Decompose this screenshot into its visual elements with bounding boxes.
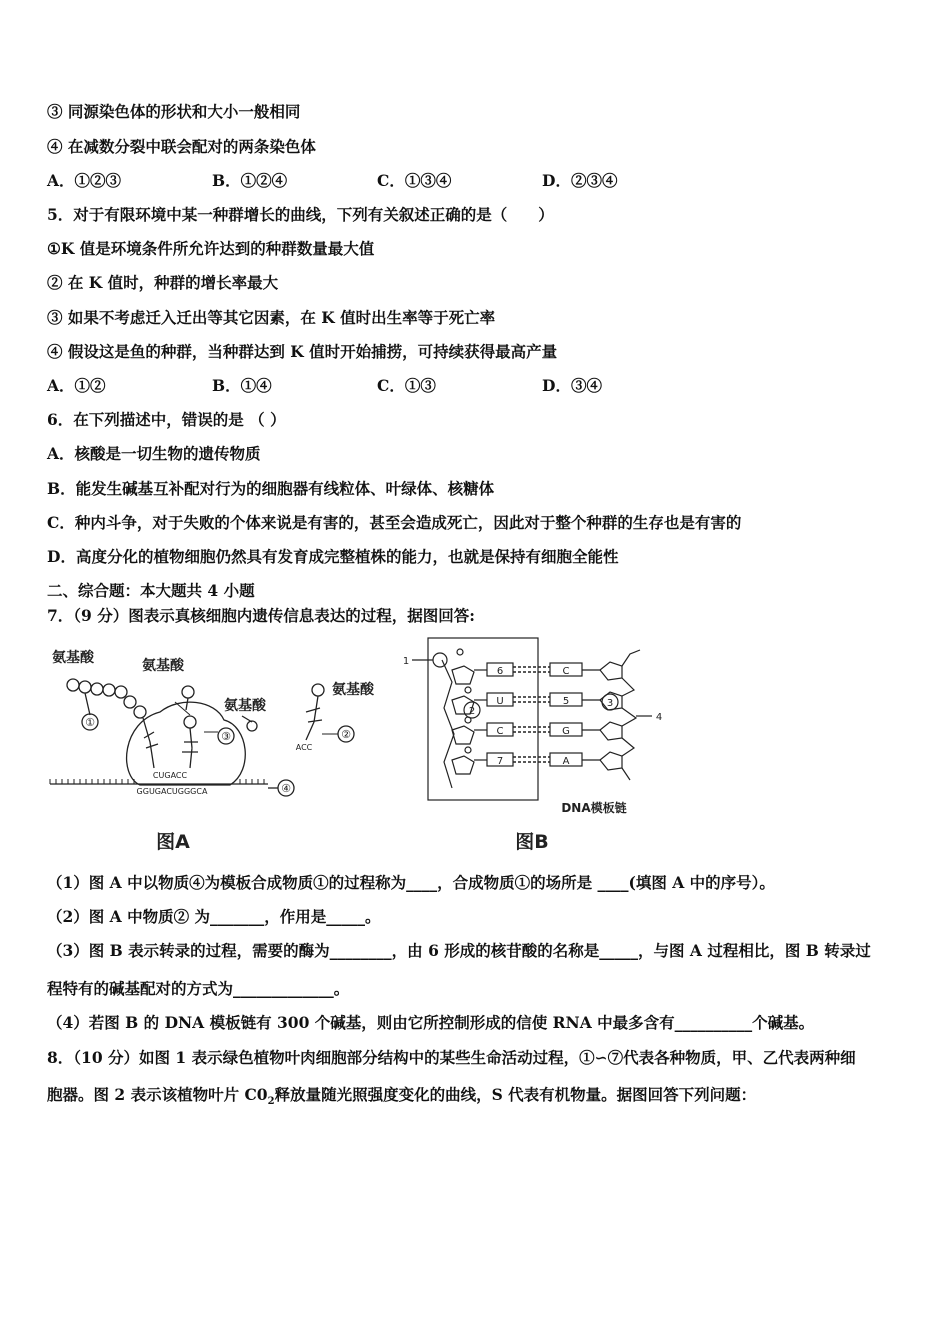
q5-option-b: B．①④ <box>212 376 272 395</box>
left-backbone <box>442 660 454 788</box>
q8-line-2 <box>47 1085 756 1112</box>
fig-a-mrna-seq: GGUGACUGGGCA <box>136 787 208 796</box>
q7-figure <box>40 630 680 860</box>
rna-strand-box <box>428 638 538 800</box>
right-backbone <box>622 650 640 780</box>
q7-sub-4: （4）若图 B 的 DNA 模板链有 300 个碱基，则由它所控制形成的信使 RNA 中最多含有__________个碱基。 <box>47 1013 815 1032</box>
q8-line-1: 8．（10 分）如图 1 表示绿色植物叶肉细胞部分结构中的某些生命活动过程，①∽⑦代表各种物质，甲、乙代表两种细 <box>47 1048 856 1067</box>
q7-stem: 7．（9 分）图表示真核细胞内遗传信息表达的过程，据图回答: <box>47 606 475 625</box>
sugar-r1 <box>600 662 622 680</box>
pointer-1 <box>85 693 90 715</box>
sugar-l4 <box>452 756 474 774</box>
q8-subscript: 2 <box>267 1096 275 1108</box>
q4-option-c: C．①③④ <box>377 171 452 190</box>
aa-bond <box>242 716 252 722</box>
q6-option-b: B．能发生碱基互补配对行为的细胞器有线粒体、叶绿体、核糖体 <box>47 479 495 498</box>
sugar-r4 <box>600 752 622 770</box>
fig-a-num-2: ② <box>341 728 351 741</box>
amino-acid-bead <box>103 684 115 696</box>
incoming-bond <box>186 698 188 710</box>
fig-b-right-base-2: 5 <box>562 696 570 707</box>
q4-option-a: A．①②③ <box>47 171 122 190</box>
fig-b-num-2: 2 <box>468 706 476 717</box>
section-heading: 二、综合题：本大题共 4 小题 <box>47 581 255 600</box>
amino-acid-bead <box>115 686 127 698</box>
figure-a <box>50 679 354 796</box>
fig-a-anticodon: CUGACC <box>152 771 188 780</box>
q7-sub-1: （1）图 A 中以物质④为模板合成物质①的过程称为____，合成物质①的场所是 ____(填图 A 中的序号）。 <box>47 873 775 892</box>
q7-sub-3: （3）图 B 表示转录的过程，需要的酶为________，由 6 形成的核苷酸的名称是_____，与图 A 过程相比，图 B 转录过 <box>47 941 871 960</box>
q6-option-c: C．种内斗争，对于失败的个体来说是有害的，甚至会造成死亡，因此对于整个种群的生存也是有害的 <box>47 513 742 532</box>
q4-item-4: ④ 在减数分裂中联会配对的两条染色体 <box>47 137 316 156</box>
fig-a-aa-label-3: 氨基酸 <box>224 698 266 714</box>
amino-acid-bead <box>124 696 136 708</box>
q4-option-b: B．①②④ <box>212 171 288 190</box>
amino-acid-bead <box>247 721 257 731</box>
phosphate-dot <box>465 687 471 693</box>
phosphate-1 <box>433 653 447 667</box>
q6-stem: 6．在下列描述中，错误的是 （ ） <box>47 410 286 429</box>
q5-stem: 5．对于有限环境中某一种群增长的曲线，下列有关叙述正确的是（ ） <box>47 205 554 224</box>
fig-b-left-base-1: 6 <box>496 666 504 677</box>
q5-option-d: D．③④ <box>542 376 602 395</box>
fig-b-right-base-1: C <box>562 666 570 677</box>
trna-left <box>143 718 158 768</box>
fig-b-strand-label: DNA模板链 <box>561 801 627 815</box>
q5-option-c: C．①③ <box>377 376 436 395</box>
sugar-r3 <box>600 722 622 740</box>
amino-acid-bead <box>134 706 146 718</box>
q7-sub-2: （2）图 A 中物质② 为_______，作用是_____。 <box>47 907 381 926</box>
fig-a-caption: 图A <box>156 831 190 853</box>
q8-line-2b: 释放量随光照强度变化的曲线，S 代表有机物量。据图回答下列问题： <box>274 1085 757 1104</box>
fig-a-num-3: ③ <box>221 730 231 743</box>
figure-b <box>412 638 652 800</box>
phosphate-dot <box>465 747 471 753</box>
pointer-aa3 <box>175 702 190 715</box>
fig-b-left-base-4: 7 <box>496 756 504 767</box>
free-trna <box>306 696 322 740</box>
amino-acid-bead <box>91 683 103 695</box>
q4-option-d: D．②③④ <box>542 171 618 190</box>
fig-a-aa-label-2: 氨基酸 <box>142 658 184 674</box>
q5-item-1: ①K 值是环境条件所允许达到的种群数量最大值 <box>47 239 375 258</box>
q5-item-4: ④ 假设这是鱼的种群，当种群达到 K 值时开始捕捞，可持续获得最高产量 <box>47 342 558 361</box>
fig-b-num-1: 1 <box>402 656 410 667</box>
q4-item-3: ③ 同源染色体的形状和大小一般相同 <box>47 102 301 121</box>
fig-b-num-4: 4 <box>655 712 663 723</box>
fig-b-num-3: 3 <box>606 698 614 709</box>
fig-a-num-1: ① <box>85 716 95 729</box>
amino-acid-bead <box>184 716 196 728</box>
q6-option-a: A．核酸是一切生物的遗传物质 <box>47 444 261 463</box>
q5-item-2: ② 在 K 值时，种群的增长率最大 <box>47 273 279 292</box>
amino-acid-bead <box>79 681 91 693</box>
amino-acid-bead <box>312 684 324 696</box>
q6-option-d: D．高度分化的植物细胞仍然具有发育成完整植株的能力，也就是保持有细胞全能性 <box>47 547 619 566</box>
fig-b-left-base-3: C <box>496 726 504 737</box>
amino-acid-bead <box>182 686 194 698</box>
amino-acid-bead <box>67 679 79 691</box>
trna-right <box>182 728 198 768</box>
phosphate-dot <box>457 649 463 655</box>
fig-a-aa-label-1: 氨基酸 <box>52 650 94 666</box>
fig-a-aa-label-4: 氨基酸 <box>332 682 374 698</box>
fig-b-caption: 图B <box>515 831 549 853</box>
sugar-l1 <box>452 666 474 684</box>
fig-b-left-base-2: U <box>496 696 504 707</box>
q7-sub-3-cont: 程特有的碱基配对的方式为_____________。 <box>47 979 350 998</box>
hydrogen-bonds <box>513 667 550 762</box>
sugar-l3 <box>452 726 474 744</box>
fig-b-right-base-3: G <box>562 726 570 737</box>
fig-a-acc: ACC <box>295 743 313 752</box>
fig-a-num-4: ④ <box>281 782 291 795</box>
fig-b-right-base-4: A <box>562 756 570 767</box>
q5-item-3: ③ 如果不考虑迁入迁出等其它因素，在 K 值时出生率等于死亡率 <box>47 308 496 327</box>
q5-option-a: A．①② <box>47 376 106 395</box>
q8-line-2a: 胞器。图 2 表示该植物叶片 C0 <box>47 1085 268 1104</box>
